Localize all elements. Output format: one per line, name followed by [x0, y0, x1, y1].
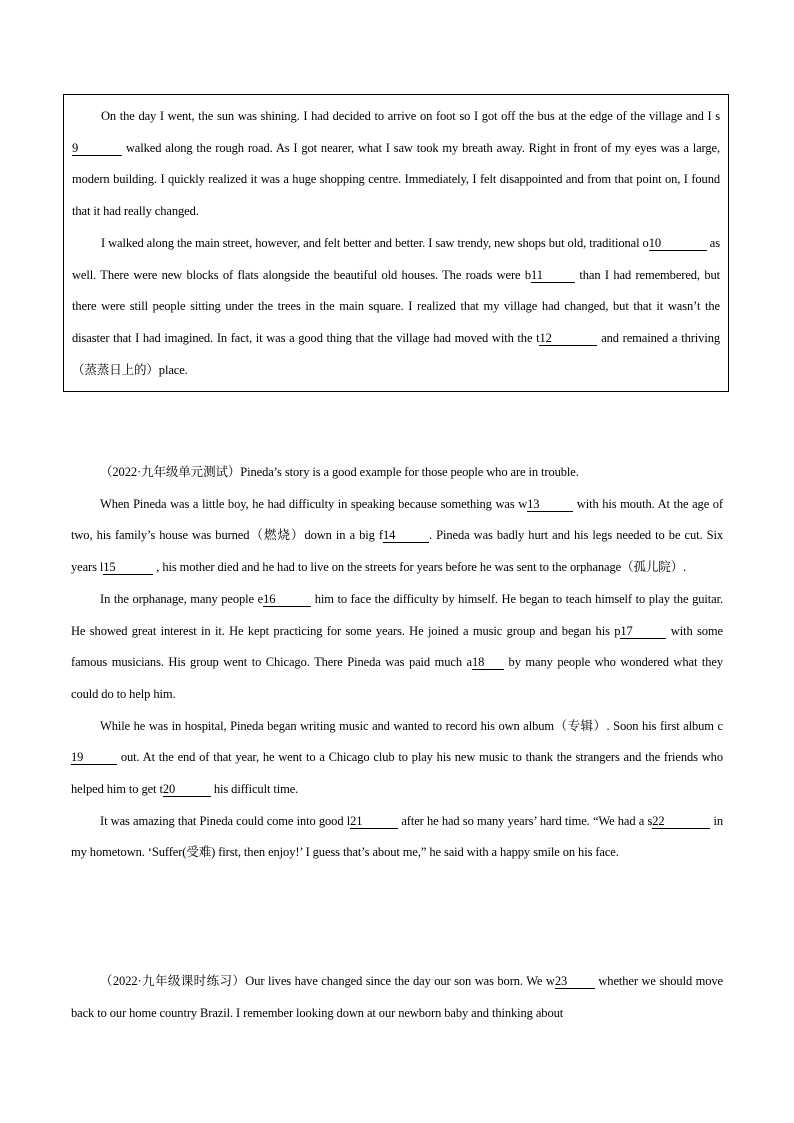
text-run: It was amazing that Pineda could come into good l [100, 813, 351, 828]
passage-section-2 [71, 966, 723, 1029]
text-run: than I had remembered, but there were still people sitting under the trees in the main square. I realized that my village had changed, but that it wasn’t the disaster that I had imagined. In fact, it was a good thing that the village had moved with the t [72, 267, 720, 345]
section-1-paragraph-4 [71, 806, 723, 869]
section-1-paragraph-3 [71, 711, 723, 806]
section-2-paragraph-1 [71, 966, 723, 1029]
text-run: by many people who wondered what they could do to help him. [71, 655, 723, 701]
blank-11[interactable]: 11 [531, 268, 575, 283]
text-run: in my hometown. ‘Suffer(受难) first, then enjoy!’ I guess that’s about me,” he said with a happy smile on his face. [71, 813, 723, 860]
blank-21[interactable]: 21 [350, 814, 398, 829]
section-1-paragraph-1 [71, 489, 723, 584]
text-run: On the day I went, the sun was shining. I had decided to arrive on foot so I got off the bus at the edge of the village and I s [101, 109, 720, 123]
blank-13[interactable]: 13 [527, 497, 573, 512]
blank-9[interactable]: 9 [72, 141, 122, 156]
text-run: with some famous musicians. His group went to Chicago. There Pineda was paid much a [71, 623, 723, 670]
blank-17[interactable]: 17 [620, 624, 666, 639]
box-paragraph-2 [72, 228, 720, 387]
blank-14[interactable]: 14 [383, 528, 429, 543]
box-paragraph-1 [72, 101, 720, 228]
text-run: as well. There were new blocks of flats alongside the beautiful old houses. The roads were b [72, 235, 720, 282]
passage-box [63, 94, 729, 392]
blank-12[interactable]: 12 [539, 331, 597, 346]
text-run: after he had so many years’ hard time. “We had a s [398, 813, 653, 828]
blank-16[interactable]: 16 [263, 592, 311, 607]
text-run: When Pineda was a little boy, he had difficulty in speaking because something was w [100, 496, 528, 511]
blank-22[interactable]: 22 [652, 814, 710, 829]
blank-23[interactable]: 23 [555, 974, 595, 989]
section-1-intro: （2022·九年级单元测试）Pineda’s story is a good example for those people who are in trouble. [100, 465, 579, 479]
text-run: out. At the end of that year, he went to a Chicago club to play his new music to thank the strangers and the friends who helped him to get t [71, 750, 723, 797]
text-run: walked along the rough road. As I got nearer, what I saw took my breath away. Right in front of my eyes was a large, modern building. I quickly realized it was a huge shopping centre. Immediately, I felt disappointed and from that point on, I found that it had really changed. [72, 140, 720, 219]
text-run: with his mouth. At the age of two, his family’s house was burned（燃烧）down in a big f [71, 496, 723, 543]
blank-15[interactable]: 15 [103, 560, 153, 575]
blank-19[interactable]: 19 [71, 750, 117, 765]
section-1-paragraph-2 [71, 584, 723, 711]
text-run: . Pineda was badly hurt and his legs needed to be cut. Six years l [71, 528, 723, 575]
blank-10[interactable]: 10 [649, 236, 707, 251]
text-run: , his mother died and he had to live on the streets for years before he was sent to the orphanage（孤儿院）. [153, 560, 687, 575]
text-run: In the orphanage, many people e [100, 591, 264, 606]
blank-20[interactable]: 20 [163, 782, 211, 797]
text-run: While he was in hospital, Pineda began writing music and wanted to record his own album（专辑）. Soon his first album c [100, 718, 723, 733]
text-run: （2022·九年级课时练习）Our lives have changed since the day our son was born. We w [100, 974, 555, 988]
text-run: him to face the difficulty by himself. He began to teach himself to play the guitar. He showed great interest in it. He kept practicing for some years. He joined a music group and began his p [71, 591, 723, 638]
text-run: I walked along the main street, however, and felt better and better. I saw trendy, new shops but old, traditional o [101, 235, 649, 250]
text-run: whether we should move back to our home country Brazil. I remember looking down at our newborn baby and thinking about [71, 974, 723, 1020]
text-run: his difficult time. [210, 782, 299, 797]
text-run: and remained a thriving（蒸蒸日上的）place. [72, 330, 720, 377]
passage-section-1 [71, 457, 723, 869]
blank-18[interactable]: 18 [472, 655, 504, 670]
